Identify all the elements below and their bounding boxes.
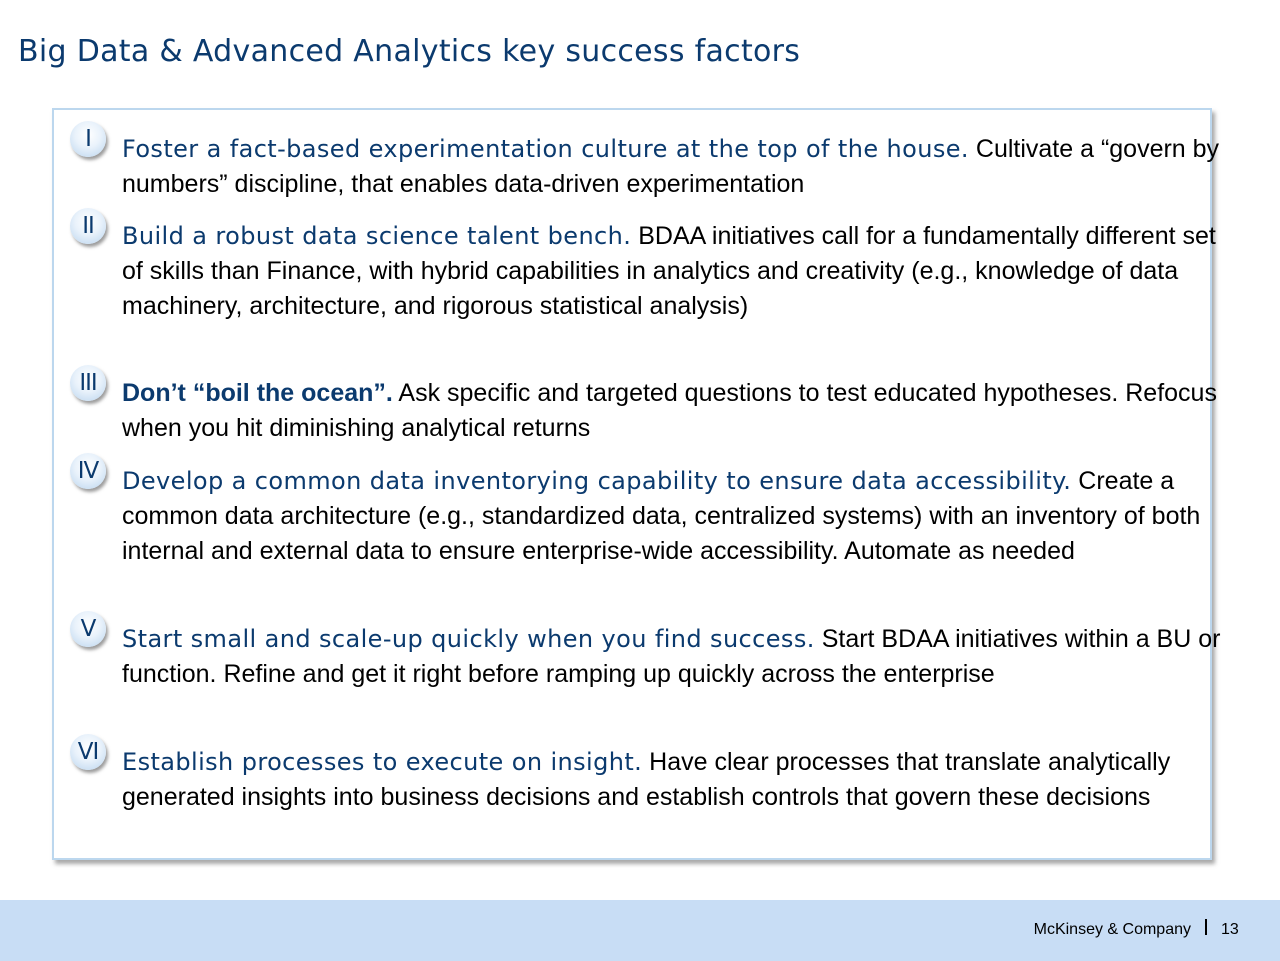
factor-heading: Foster a fact-based experimentation culture at the top of the house. [122, 135, 969, 163]
footer-divider [1205, 919, 1207, 935]
factor-text [122, 219, 1222, 324]
numeral-badge: IV [70, 453, 106, 489]
success-factor-2 [82, 213, 1222, 324]
factor-description: Ask specific and targeted questions to test educated hypotheses. Refocus when you hit diminishing analytical returns [122, 379, 1217, 442]
company-name: McKinsey & Company [1033, 921, 1191, 938]
factor-description: Start BDAA initiatives within a BU or function. Refine and get it right before ramping up quickly across the enterprise [122, 625, 1221, 688]
numeral-badge: III [70, 365, 106, 401]
factor-text [122, 464, 1222, 569]
numeral-badge: I [70, 121, 106, 157]
factor-text [122, 622, 1222, 692]
footer-band [0, 900, 1280, 961]
factor-description: BDAA initiatives call for a fundamentally different set of skills than Finance, with hybrid capabilities in analytics and creativity (e.g., knowledge of data machinery, architecture, and rigorous statistical analysis) [122, 222, 1216, 320]
success-factor-4 [77, 458, 1222, 569]
factor-description: Create a common data architecture (e.g., standardized data, centralized systems) with an inventory of both internal and external data to ensure enterprise-wide accessibility. Automate as needed [122, 467, 1201, 565]
page-title: Big Data & Advanced Analytics key success factors [18, 34, 801, 69]
success-factor-1 [85, 126, 1222, 202]
factor-description: Have clear processes that translate analytically generated insights into business decisions and establish controls that govern these decisions [122, 748, 1171, 811]
success-factor-6 [77, 739, 1222, 815]
factor-heading: Start small and scale-up quickly when you find success. [122, 625, 815, 653]
page-number: 13 [1221, 921, 1239, 938]
factor-text [122, 132, 1222, 202]
success-factor-5 [80, 616, 1222, 692]
factor-heading: Establish processes to execute on insight. [122, 748, 643, 776]
success-factor-3 [79, 370, 1222, 446]
success-factors-panel [52, 108, 1221, 860]
factor-heading: Don’t “boil the ocean”. [122, 379, 393, 407]
factor-text [122, 376, 1222, 446]
factor-text [122, 745, 1222, 815]
numeral-badge: V [70, 611, 106, 647]
numeral-badge: II [70, 208, 106, 244]
factor-heading: Develop a common data inventorying capability to ensure data accessibility. [122, 467, 1072, 495]
factor-heading: Build a robust data science talent bench. [122, 222, 632, 250]
factor-description: Cultivate a “govern by numbers” discipline, that enables data-driven experimentation [122, 135, 1220, 198]
numeral-badge: VI [70, 734, 106, 770]
